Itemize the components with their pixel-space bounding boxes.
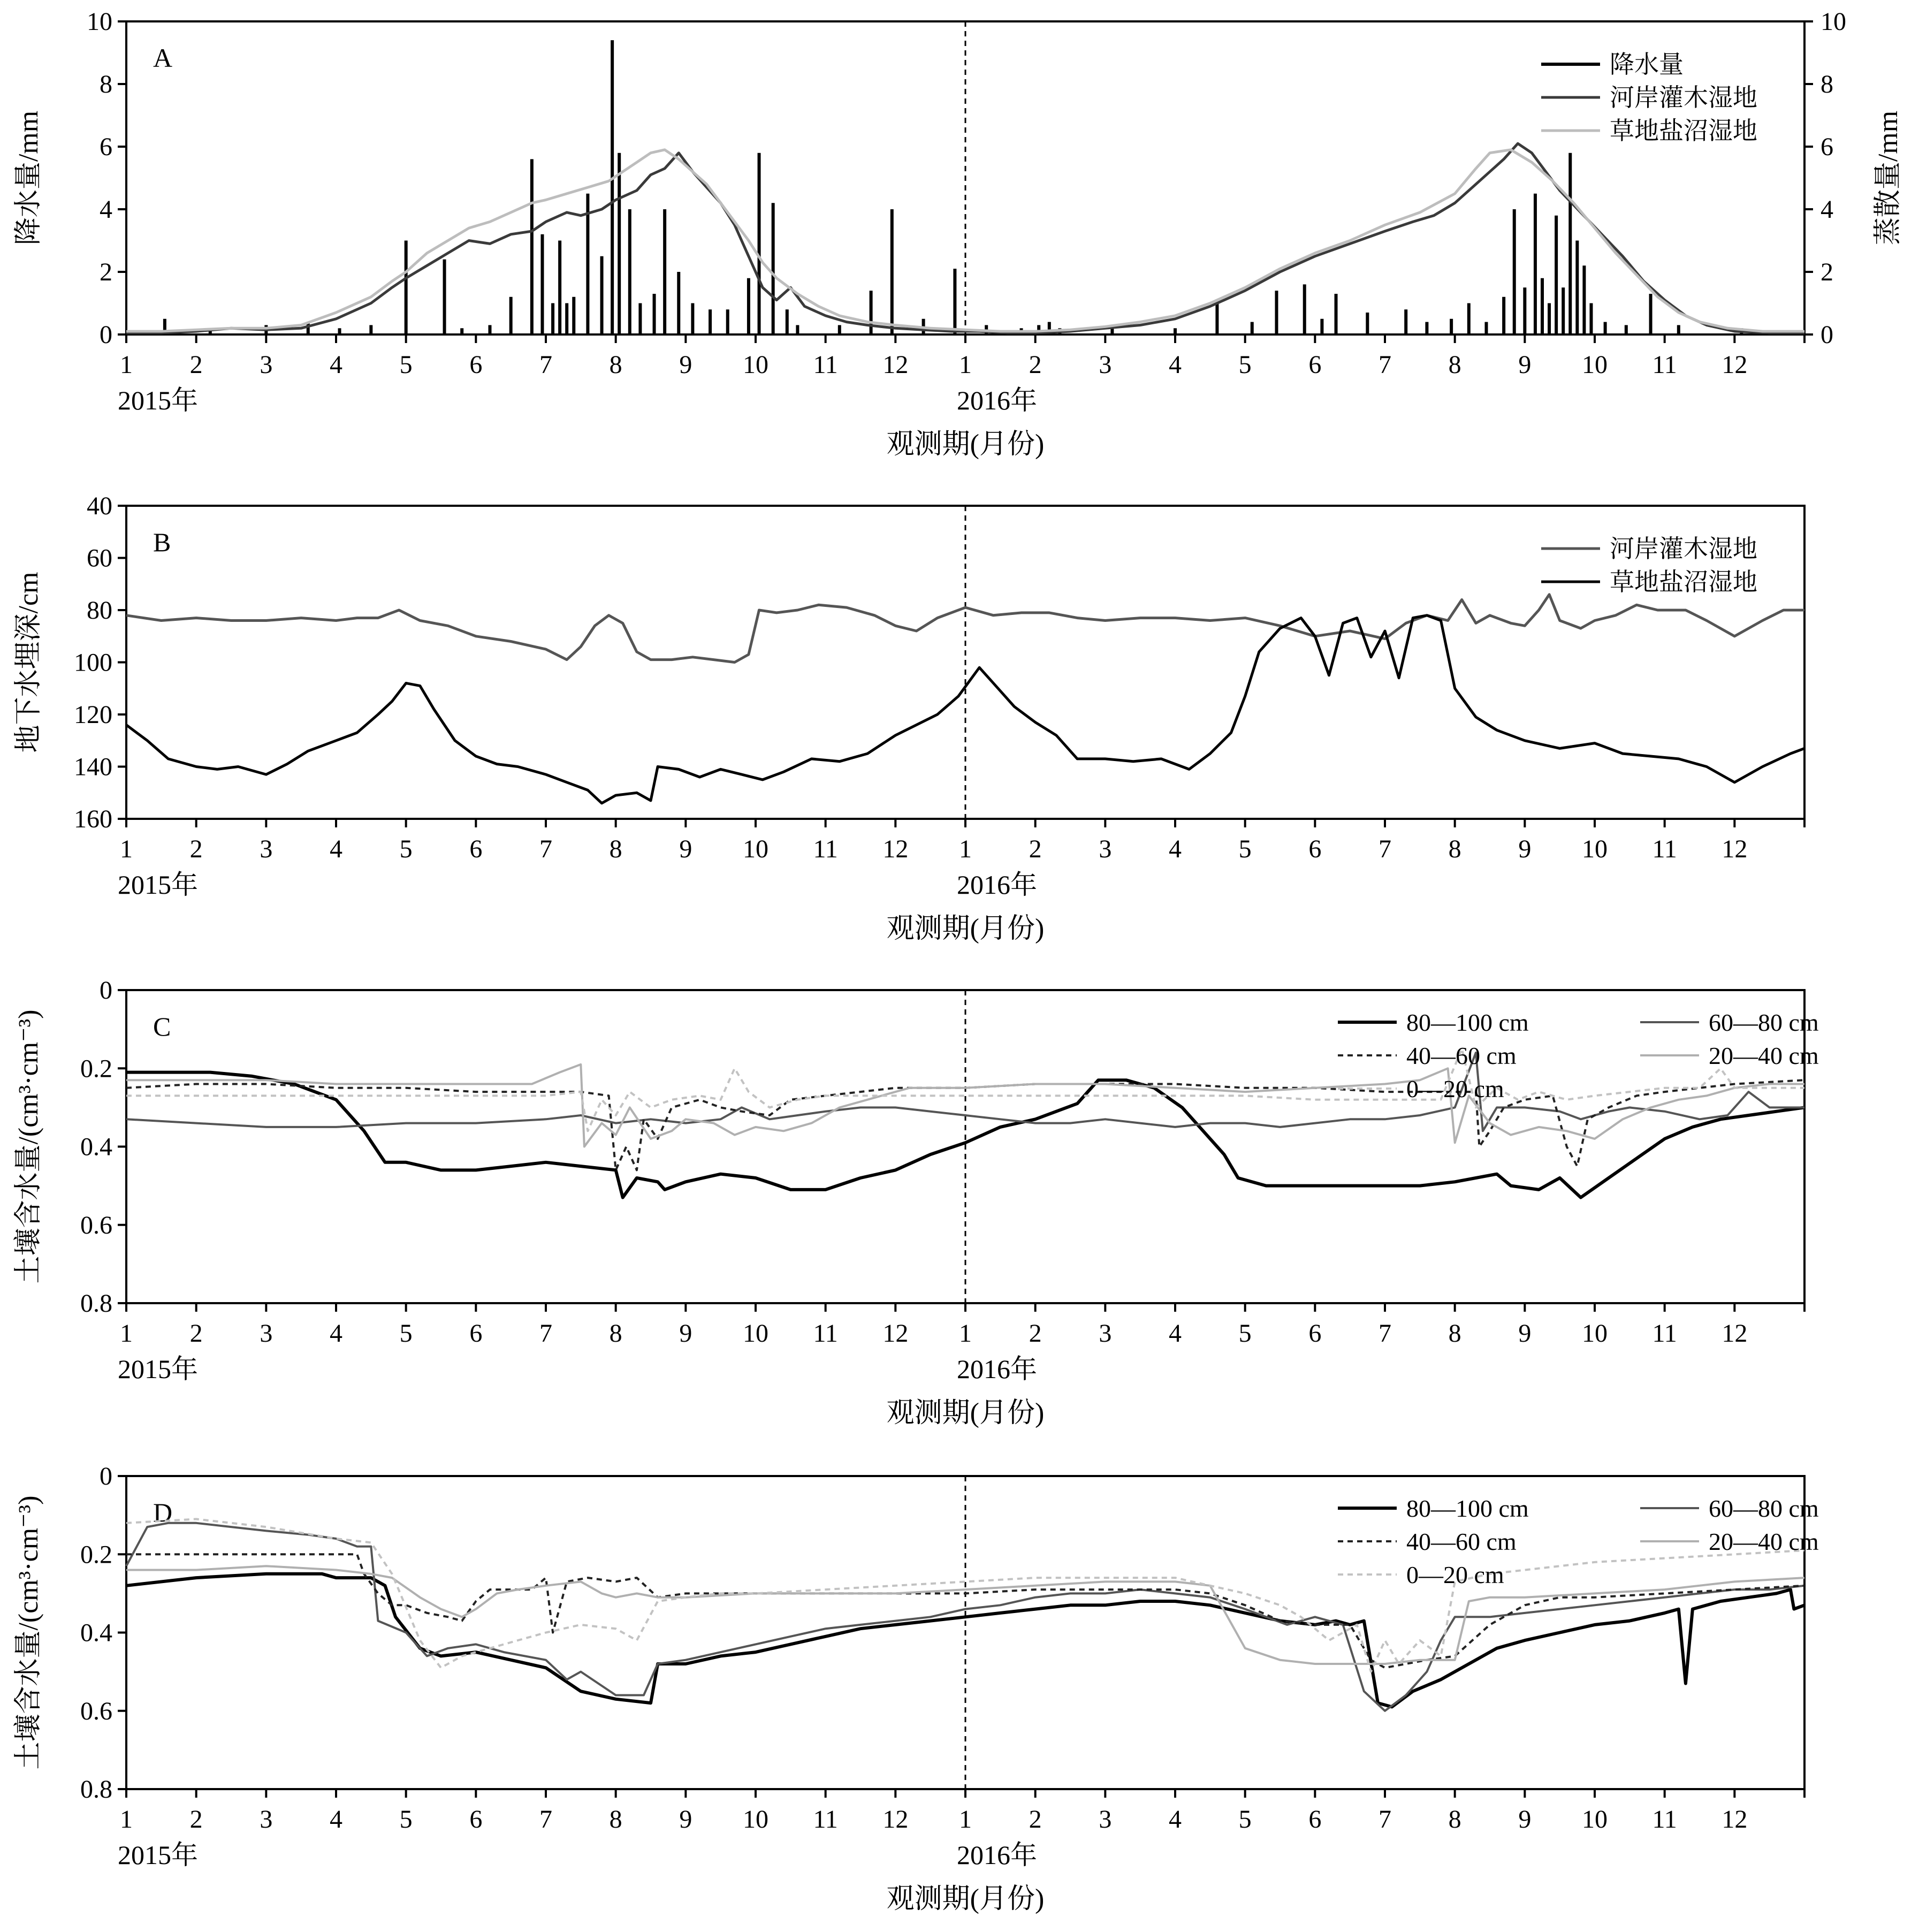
panel-c	[13, 976, 1819, 1428]
x-tick-label: 4	[330, 1805, 342, 1834]
y2-tick-label: 6	[1821, 133, 1833, 161]
x-tick-label: 7	[1379, 1319, 1391, 1348]
x-tick-label: 3	[1099, 835, 1112, 863]
x-tick-label: 8	[609, 351, 622, 379]
x-tick-label: 5	[399, 835, 413, 863]
x-tick-label: 11	[813, 1805, 838, 1834]
x-tick-label: 4	[330, 351, 342, 379]
x-tick-label: 8	[1448, 351, 1461, 379]
x-tick-label: 11	[1652, 835, 1677, 863]
x-tick-label: 6	[469, 1805, 483, 1834]
y-tick-label: 10	[87, 7, 112, 36]
x-tick-label: 12	[882, 1805, 909, 1834]
x-tick-label: 1	[959, 1805, 972, 1834]
x-tick-label: 12	[1722, 1805, 1748, 1834]
legend-label: 40—60 cm	[1406, 1042, 1517, 1069]
x-tick-label: 6	[469, 1319, 483, 1348]
x-tick-label: 10	[1582, 835, 1608, 863]
legend-label: 0—20 cm	[1406, 1075, 1504, 1102]
year-label-2015: 2015年	[118, 385, 198, 415]
x-tick-label: 11	[813, 351, 838, 379]
x-tick-label: 4	[1169, 835, 1182, 863]
x-tick-label: 9	[1518, 351, 1532, 379]
legend-label: 降水量	[1610, 51, 1684, 78]
x-tick-label: 2	[189, 1805, 203, 1834]
x-tick-label: 3	[260, 1805, 273, 1834]
x-tick-label: 3	[1099, 1805, 1112, 1834]
x-tick-label: 7	[539, 1319, 552, 1348]
x-tick-label: 5	[399, 351, 413, 379]
x-tick-label: 12	[882, 835, 909, 863]
x-tick-label: 8	[1448, 1319, 1461, 1348]
x-tick-label: 3	[260, 1319, 273, 1348]
x-tick-label: 11	[1652, 351, 1677, 379]
x-tick-label: 12	[882, 351, 909, 379]
x-tick-label: 8	[1448, 1805, 1461, 1834]
x-tick-label: 5	[399, 1319, 413, 1348]
panel-a	[13, 7, 1903, 460]
panel-d	[13, 1462, 1819, 1914]
y-axis-title: 降水量/mm	[13, 110, 44, 246]
x-tick-label: 7	[539, 1805, 552, 1834]
x-tick-label: 2	[1029, 835, 1042, 863]
x-tick-label: 2	[189, 835, 203, 863]
x-tick-label: 2	[189, 351, 203, 379]
x-tick-label: 4	[1169, 1319, 1182, 1348]
x-tick-label: 7	[1379, 835, 1391, 863]
x-tick-label: 3	[260, 835, 273, 863]
x-tick-label: 12	[1722, 835, 1748, 863]
y-axis-title: 土壤含水量/(cm³·cm⁻³)	[13, 1009, 44, 1284]
y2-tick-label: 2	[1821, 258, 1833, 286]
year-label-2016: 2016年	[957, 385, 1037, 415]
x-tick-label: 12	[1722, 1319, 1748, 1348]
y-axis-title: 地下水埋深/cm	[13, 572, 44, 753]
y-axis-title: 土壤含水量/(cm³·cm⁻³)	[13, 1495, 44, 1770]
y-tick-label: 160	[74, 805, 112, 833]
x-tick-label: 6	[1308, 835, 1322, 863]
y-tick-label: 40	[87, 492, 112, 520]
x-tick-label: 6	[469, 835, 483, 863]
legend-label: 80—100 cm	[1406, 1009, 1529, 1036]
x-tick-label: 2	[1029, 1319, 1042, 1348]
x-tick-label: 9	[1518, 1319, 1532, 1348]
x-tick-label: 12	[1722, 351, 1748, 379]
x-tick-label: 2	[1029, 351, 1042, 379]
x-tick-label: 1	[959, 835, 972, 863]
x-tick-label: 4	[1169, 351, 1182, 379]
y-tick-label: 80	[87, 596, 112, 625]
x-tick-label: 2	[1029, 1805, 1042, 1834]
legend-label: 80—100 cm	[1406, 1495, 1529, 1522]
y-tick-label: 0.4	[80, 1618, 112, 1647]
x-tick-label: 6	[1308, 351, 1322, 379]
x-tick-label: 11	[813, 1319, 838, 1348]
x-tick-label: 10	[743, 1319, 768, 1348]
x-tick-label: 7	[539, 351, 552, 379]
legend-label: 60—80 cm	[1709, 1009, 1819, 1036]
x-tick-label: 1	[959, 351, 972, 379]
legend-label: 草地盐沼湿地	[1610, 568, 1757, 596]
legend-label: 40—60 cm	[1406, 1528, 1517, 1555]
x-tick-label: 5	[399, 1805, 413, 1834]
x-tick-label: 9	[679, 351, 692, 379]
year-label-2016: 2016年	[957, 1840, 1037, 1870]
series-line-3	[126, 1064, 1804, 1147]
x-tick-label: 8	[609, 835, 622, 863]
x-tick-label: 10	[743, 835, 768, 863]
x-tick-label: 7	[1379, 351, 1391, 379]
x-tick-label: 9	[679, 835, 692, 863]
x-tick-label: 5	[1238, 1805, 1252, 1834]
year-label-2015: 2015年	[118, 1840, 198, 1870]
y-tick-label: 0.6	[80, 1211, 112, 1239]
x-tick-label: 10	[1582, 351, 1608, 379]
y-tick-label: 2	[100, 258, 112, 286]
x-axis-title: 观测期(月份)	[886, 429, 1045, 460]
y2-axis-title: 蒸散量/mm	[1873, 110, 1903, 246]
y-tick-label: 140	[74, 752, 112, 781]
x-tick-label: 10	[743, 1805, 768, 1834]
y-tick-label: 0.2	[80, 1054, 112, 1083]
x-tick-label: 8	[609, 1319, 622, 1348]
x-tick-label: 3	[1099, 1319, 1112, 1348]
legend-label: 0—20 cm	[1406, 1561, 1504, 1588]
y2-tick-label: 10	[1821, 7, 1846, 36]
legend-label: 20—40 cm	[1709, 1528, 1819, 1555]
panel-label: D	[153, 1497, 173, 1527]
x-tick-label: 10	[1582, 1319, 1608, 1348]
x-tick-label: 2	[189, 1319, 203, 1348]
legend-label: 河岸灌木湿地	[1610, 84, 1757, 111]
x-axis-title: 观测期(月份)	[886, 914, 1045, 944]
y-tick-label: 0	[100, 976, 112, 1005]
y-tick-label: 0.2	[80, 1540, 112, 1569]
x-tick-label: 8	[1448, 835, 1461, 863]
year-label-2016: 2016年	[957, 870, 1037, 900]
x-tick-label: 11	[1652, 1319, 1677, 1348]
y2-tick-label: 0	[1821, 321, 1833, 349]
y-tick-label: 120	[74, 701, 112, 729]
x-axis-title: 观测期(月份)	[886, 1398, 1045, 1428]
y-tick-label: 0.8	[80, 1775, 112, 1804]
panel-label: C	[153, 1011, 171, 1041]
x-tick-label: 5	[1238, 351, 1252, 379]
x-tick-label: 1	[120, 1805, 133, 1834]
y-tick-label: 0	[100, 321, 112, 349]
y2-tick-label: 4	[1821, 195, 1833, 224]
x-tick-label: 3	[260, 351, 273, 379]
y-tick-label: 0.8	[80, 1289, 112, 1318]
x-tick-label: 9	[1518, 835, 1532, 863]
x-tick-label: 6	[1308, 1805, 1322, 1834]
year-label-2015: 2015年	[118, 1354, 198, 1384]
x-tick-label: 5	[1238, 1319, 1252, 1348]
x-tick-label: 11	[1652, 1805, 1677, 1834]
x-tick-label: 8	[609, 1805, 622, 1834]
year-label-2015: 2015年	[118, 870, 198, 900]
x-tick-label: 1	[959, 1319, 972, 1348]
x-tick-label: 6	[1308, 1319, 1322, 1348]
x-tick-label: 9	[679, 1805, 692, 1834]
legend-label: 20—40 cm	[1709, 1042, 1819, 1069]
x-tick-label: 6	[469, 351, 483, 379]
y2-tick-label: 8	[1821, 70, 1833, 98]
x-tick-label: 1	[120, 835, 133, 863]
y-tick-label: 6	[100, 133, 112, 161]
x-tick-label: 4	[330, 1319, 342, 1348]
x-tick-label: 10	[1582, 1805, 1608, 1834]
legend-label: 河岸灌木湿地	[1610, 535, 1757, 562]
x-tick-label: 7	[1379, 1805, 1391, 1834]
legend-label: 60—80 cm	[1709, 1495, 1819, 1522]
x-tick-label: 10	[743, 351, 768, 379]
x-tick-label: 11	[813, 835, 838, 863]
year-label-2016: 2016年	[957, 1354, 1037, 1384]
x-tick-label: 1	[120, 1319, 133, 1348]
x-tick-label: 9	[679, 1319, 692, 1348]
panel-label: A	[153, 43, 173, 73]
x-tick-label: 7	[539, 835, 552, 863]
x-tick-label: 5	[1238, 835, 1252, 863]
y-tick-label: 0.6	[80, 1697, 112, 1725]
x-tick-label: 9	[1518, 1805, 1532, 1834]
x-axis-title: 观测期(月份)	[886, 1884, 1045, 1914]
x-tick-label: 3	[1099, 351, 1112, 379]
y-tick-label: 60	[87, 544, 112, 573]
x-tick-label: 4	[330, 835, 342, 863]
x-tick-label: 4	[1169, 1805, 1182, 1834]
y-tick-label: 0	[100, 1462, 112, 1490]
x-tick-label: 1	[120, 351, 133, 379]
x-tick-label: 12	[882, 1319, 909, 1348]
y-tick-label: 0.4	[80, 1132, 112, 1161]
y-tick-label: 100	[74, 648, 112, 677]
panel-label: B	[153, 527, 171, 557]
y-tick-label: 4	[100, 195, 112, 224]
panel-b	[13, 492, 1804, 944]
legend-label: 草地盐沼湿地	[1610, 117, 1757, 144]
y-tick-label: 8	[100, 70, 112, 98]
